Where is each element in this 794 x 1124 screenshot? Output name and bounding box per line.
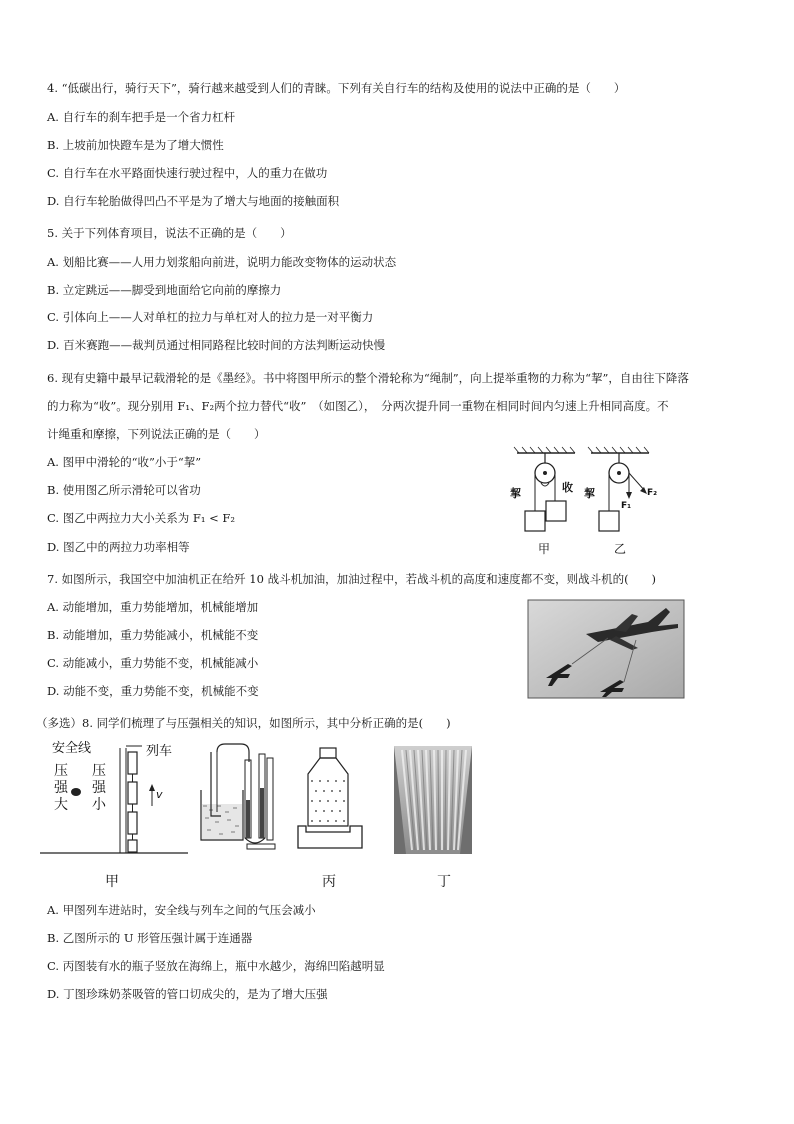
fig8-caption-ding: 丁 <box>437 874 451 890</box>
q4-option-b: B. 上坡前加快蹬车是为了增大惯性 <box>47 138 224 152</box>
pulley-figure <box>505 445 665 560</box>
fig6-label-f2: F₂ <box>647 488 658 498</box>
water-bottle <box>308 748 348 826</box>
ceiling-a <box>514 447 575 453</box>
q6-stem-line-1: 6. 现有史籍中最早记载滑轮的是《墨经》。书中将图甲所示的整个滑轮称为“绳制”，向上提举重物的力称为“挈”，自由往下降落 <box>47 371 689 385</box>
q7-option-b: B. 动能增加，重力势能减小，机械能不变 <box>47 628 259 642</box>
q5-stem: 5. 关于下列体育项目，说法不正确的是（ ） <box>47 226 292 240</box>
fig6-label-qie-b: 挈 <box>584 487 595 500</box>
q6-option-a: A. 图甲中滑轮的“收”小于“挈” <box>47 455 202 469</box>
fig8-label-high-pressure: 压强大 <box>54 763 68 813</box>
fig6-label-qie-a: 挈 <box>510 487 521 500</box>
q8-option-d: D. 丁图珍珠奶茶吸管的管口切成尖的，是为了增大压强 <box>47 987 328 1001</box>
q5-option-a: A. 划船比赛——人用力划浆船向前进，说明力能改变物体的运动状态 <box>47 255 397 269</box>
train-cars <box>128 752 137 852</box>
q4-stem: 4. “低碳出行，骑行天下”，骑行越来越受到人们的青睐。下列有关自行车的结构及使用的说法中正确的是（ ） <box>47 81 626 95</box>
q4-option-d: D. 自行车轮胎做得凹凸不平是为了增大与地面的接触面积 <box>47 194 340 208</box>
water-beaker <box>201 790 243 840</box>
aerial-refueling-photo <box>528 600 684 698</box>
fig8-label-safety-line: 安全线 <box>52 741 92 756</box>
pulley-b <box>599 453 647 531</box>
fig6-caption-yi: 乙 <box>614 542 627 556</box>
q5-option-c: C. 引体向上——人对单杠的拉力与单杠对人的拉力是一对平衡力 <box>47 310 374 324</box>
pulley-a <box>525 453 566 531</box>
straw-photo-figure <box>394 746 472 854</box>
bottle-on-sponge-figure <box>294 744 366 856</box>
q6-option-c: C. 图乙中两拉力大小关系为 F₁ < F₂ <box>47 511 235 525</box>
q6-stem-line-3: 计绳重和摩擦，下列说法正确的是（ ） <box>47 427 266 441</box>
fig8-caption-jia: 甲 <box>105 874 119 890</box>
fig8-label-train: 列车 <box>146 744 173 759</box>
q8-option-b: B. 乙图所示的 U 形管压强计属于连通器 <box>47 931 253 945</box>
q8-stem: （多选）8. 同学们梳理了与压强相关的知识，如图所示，其中分析正确的是( ) <box>36 716 451 730</box>
ceiling-b <box>588 447 649 453</box>
fig8-label-low-pressure: 压强小 <box>92 763 106 813</box>
fig8-caption-bing: 丙 <box>322 874 336 890</box>
q6-option-d: D. 图乙中的两拉力功率相等 <box>47 540 190 554</box>
fig6-label-f1: F₁ <box>621 501 632 511</box>
q8-option-a: A. 甲图列车进站时，安全线与列车之间的气压会减小 <box>47 903 316 917</box>
person-dot <box>71 788 81 796</box>
q6-option-b: B. 使用图乙所示滑轮可以省功 <box>47 483 201 497</box>
q4-option-a: A. 自行车的刹车把手是一个省力杠杆 <box>47 110 236 124</box>
velocity-arrow <box>149 784 155 806</box>
q5-option-b: B. 立定跳远——脚受到地面给它向前的摩擦力 <box>47 283 282 297</box>
q7-option-d: D. 动能不变，重力势能不变，机械能不变 <box>47 684 259 698</box>
fig6-caption-jia: 甲 <box>538 542 551 556</box>
q4-option-c: C. 自行车在水平路面快速行驶过程中，人的重力在做功 <box>47 166 328 180</box>
fig6-label-shou: 收 <box>562 481 573 494</box>
sponge <box>298 826 362 848</box>
q7-option-c: C. 动能减小，重力势能不变，机械能减小 <box>47 656 259 670</box>
u-tube-manometer-figure <box>195 742 285 854</box>
u-tube <box>245 754 275 849</box>
q7-option-a: A. 动能增加，重力势能增加，机械能增加 <box>47 600 259 614</box>
q5-option-d: D. 百米赛跑——裁判员通过相同路程比较时间的方法判断运动快慢 <box>47 338 386 352</box>
fig8-label-v: v <box>156 788 163 801</box>
q8-option-c: C. 丙图装有水的瓶子竖放在海绵上，瓶中水越少，海绵凹陷越明显 <box>47 959 385 973</box>
q6-stem-line-2: 的力称为“收”。现分别用 F₁、F₂两个拉力替代“收” （如图乙）， 分两次提升同一重物在相同时间内匀速上升相同高度。不 <box>47 399 669 413</box>
q7-stem: 7. 如图所示，我国空中加油机正在给歼 10 战斗机加油，加油过程中，若战斗机的高度和速度都不变，则战斗机的( ) <box>47 572 657 586</box>
